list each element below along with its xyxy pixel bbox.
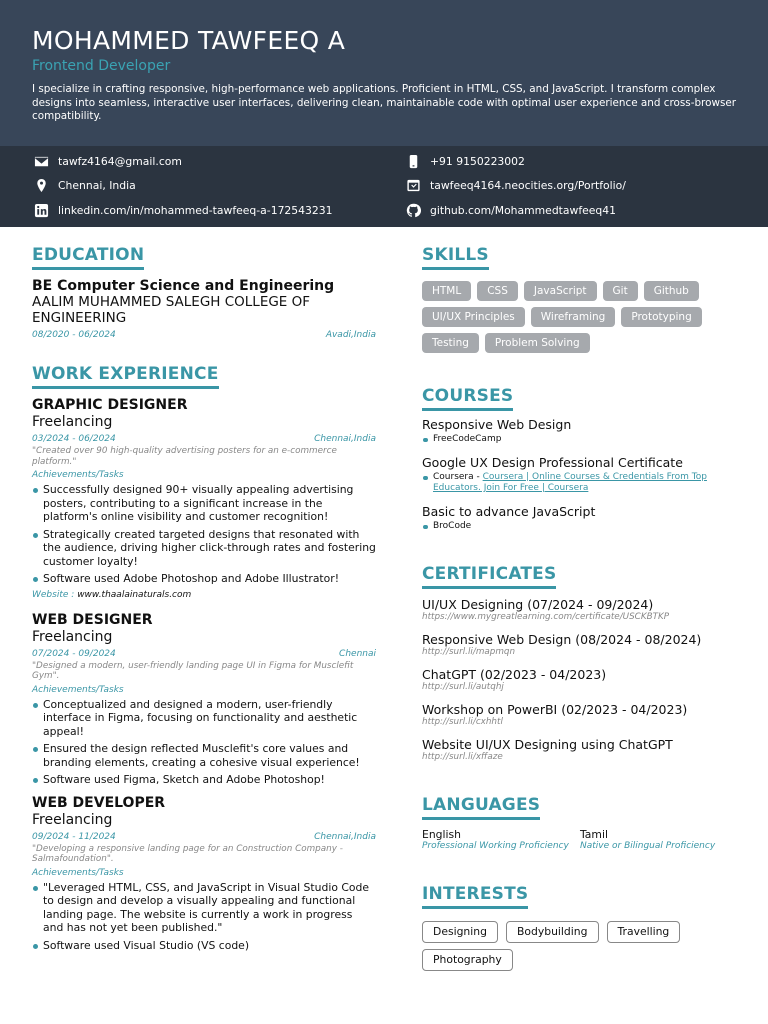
course-title: Google UX Design Professional Certificate — [422, 455, 683, 470]
job-bullets — [32, 698, 376, 787]
job-meta — [32, 832, 376, 842]
job-bullet: Software used Figma, Sketch and Adobe Photoshop! — [32, 773, 376, 787]
job-bullet: Successfully designed 90+ visually appealing advertising posters, contributing to a significant increase in the platform's online visibility and customer recognition! — [32, 483, 376, 524]
job-bullet: "Leveraged HTML, CSS, and JavaScript in Visual Studio Code to design and develop a visually appealing and functional landing page. The website is currently a work in progress and has not yet been published." — [32, 881, 376, 935]
certificate-item — [422, 597, 738, 623]
achievements-label: Achievements/Tasks — [32, 470, 124, 480]
portfolio-link-icon — [406, 178, 421, 193]
edu-place: Avadi,India — [325, 330, 376, 340]
course-item — [422, 417, 738, 445]
job-dates: 09/2024 - 11/2024 — [32, 831, 116, 842]
edu-meta — [32, 330, 376, 340]
job-place: Chennai,India — [314, 831, 376, 842]
interest-chip: Designing — [422, 921, 498, 943]
interests-list — [422, 921, 722, 971]
left-column — [32, 227, 376, 956]
certificate-title: Responsive Web Design (08/2024 - 08/2024) — [422, 632, 702, 647]
course-provider: BroCode — [422, 521, 738, 532]
certificate-title: Workshop on PowerBI (02/2023 - 04/2023) — [422, 702, 688, 717]
job-description: "Designed a modern, user-friendly landing page UI in Figma for Musclefit Gym". — [32, 660, 354, 681]
skill-chip: Prototyping — [621, 307, 701, 327]
certificates-heading: CERTIFICATES — [422, 564, 556, 589]
certificate-url[interactable]: http://surl.li/autqhj — [422, 682, 504, 692]
job-entry — [32, 397, 376, 600]
language-item — [580, 828, 738, 852]
achievements-label: Achievements/Tasks — [32, 867, 124, 878]
job-company: Freelancing — [32, 811, 113, 828]
course-item — [422, 455, 738, 494]
website-url[interactable]: www.thaalainaturals.com — [77, 589, 192, 600]
job-website[interactable] — [32, 590, 376, 600]
languages-list — [422, 828, 738, 852]
job-title: WEB DESIGNER — [32, 611, 153, 628]
certificate-url[interactable]: http://surl.li/mapmqn — [422, 647, 516, 657]
skill-chip: Git — [603, 281, 638, 301]
courses-heading: COURSES — [422, 386, 513, 411]
job-bullet: Strategically created targeted designs that resonated with the audience, driving higher click-through rates and fostering customer loyalty! — [32, 528, 376, 569]
course-provider: FreeCodeCamp — [422, 434, 738, 445]
skill-chip: JavaScript — [524, 281, 597, 301]
skill-chip: UI/UX Principles — [422, 307, 525, 327]
language-item — [422, 828, 580, 852]
certificate-url[interactable]: http://surl.li/xffaze — [422, 752, 503, 762]
github-text: github.com/Mohammedtawfeeq41 — [430, 204, 617, 217]
contact-linkedin[interactable] — [34, 203, 333, 218]
languages-heading: LANGUAGES — [422, 795, 540, 820]
certificate-title: UI/UX Designing (07/2024 - 09/2024) — [422, 597, 654, 612]
certificates-section — [422, 564, 738, 763]
language-level: Native or Bilingual Proficiency — [580, 841, 716, 851]
job-description: "Developing a responsive landing page for an Construction Company - Salmafoundation". — [32, 843, 343, 864]
location-text: Chennai, India — [58, 179, 136, 192]
skills-heading: SKILLS — [422, 245, 489, 270]
github-icon — [406, 203, 421, 218]
contact-portfolio[interactable] — [406, 178, 626, 193]
email-text: tawfz4164@gmail.com — [58, 155, 182, 168]
contact-email[interactable] — [34, 154, 182, 169]
job-bullets — [32, 483, 376, 586]
course-item — [422, 504, 738, 532]
edu-dates: 08/2020 - 06/2024 — [32, 330, 116, 340]
job-bullet: Software used Visual Studio (VS code) — [32, 939, 376, 953]
certificate-url[interactable]: http://surl.li/cxhhtl — [422, 717, 503, 727]
skill-chip: HTML — [422, 281, 471, 301]
job-bullet: Software used Adobe Photoshop and Adobe Illustrator! — [32, 572, 376, 586]
job-entry — [32, 795, 376, 953]
education-heading: EDUCATION — [32, 245, 144, 270]
phone-text: +91 9150223002 — [430, 155, 525, 168]
right-column — [422, 227, 738, 971]
skill-chip: CSS — [477, 281, 518, 301]
courses-section — [422, 386, 738, 532]
job-entry — [32, 612, 376, 787]
job-dates: 07/2024 - 09/2024 — [32, 648, 116, 659]
profile-summary: I specialize in crafting responsive, high-performance web applications. Proficient in HTML, CSS, and JavaScript. I transform complex designs into seamless, interactive user interfaces, delivering clean, maintainable code with optimal user experience and cross-browser compatibility. — [32, 83, 737, 122]
job-title: WEB DEVELOPER — [32, 794, 166, 811]
course-provider-prefix: Coursera - — [433, 472, 483, 482]
skill-chip: Testing — [422, 333, 479, 353]
contact-github[interactable] — [406, 203, 616, 218]
edu-school: AALIM MUHAMMED SALEGH COLLEGE OF ENGINEERING — [32, 294, 311, 326]
envelope-icon — [34, 154, 49, 169]
job-place: Chennai — [339, 648, 376, 659]
course-title: Basic to advance JavaScript — [422, 504, 596, 519]
job-dates: 03/2024 - 06/2024 — [32, 434, 116, 444]
interest-chip: Bodybuilding — [506, 921, 599, 943]
certificate-item — [422, 667, 738, 693]
candidate-role: Frontend Developer — [32, 58, 171, 74]
certificate-item — [422, 632, 738, 658]
certificate-item — [422, 702, 738, 728]
skills-list — [422, 281, 722, 353]
job-title: GRAPHIC DESIGNER — [32, 397, 188, 413]
linkedin-icon — [34, 203, 49, 218]
contact-location — [34, 178, 136, 193]
job-bullet: Ensured the design reflected Musclefit's core values and branding elements, creating a cohesive visual experience! — [32, 742, 376, 769]
contact-bar — [0, 146, 768, 227]
job-description: "Created over 90 high-quality advertising posters for an e-commerce platform." — [32, 446, 337, 467]
certificate-item — [422, 737, 738, 763]
website-label: Website : — [32, 589, 75, 600]
skills-section — [422, 245, 738, 353]
resume-header — [0, 0, 768, 146]
job-meta — [32, 434, 376, 444]
interest-chip: Photography — [422, 949, 513, 971]
job-company: Freelancing — [32, 628, 113, 645]
job-place: Chennai,India — [314, 434, 376, 444]
certificate-url[interactable]: https://www.mygreatlearning.com/certificate/USCKBTKP — [422, 612, 670, 622]
certificate-title: ChatGPT (02/2023 - 04/2023) — [422, 667, 607, 682]
portfolio-text: tawfeeq4164.neocities.org/Portfolio/ — [430, 179, 626, 192]
interest-chip: Travelling — [607, 921, 681, 943]
linkedin-text: linkedin.com/in/mohammed-tawfeeq-a-172543231 — [58, 204, 333, 217]
edu-degree: BE Computer Science and Engineering — [32, 278, 335, 294]
job-bullet: Conceptualized and designed a modern, user-friendly interface in Figma, focusing on functionality and aesthetic appeal! — [32, 698, 376, 739]
languages-section — [422, 795, 738, 852]
skill-chip: Wireframing — [531, 307, 616, 327]
job-meta — [32, 649, 376, 659]
education-section — [32, 245, 376, 340]
interests-heading: INTERESTS — [422, 884, 528, 909]
candidate-name: MOHAMMED TAWFEEQ A — [32, 26, 346, 55]
contact-phone[interactable] — [406, 154, 525, 169]
skill-chip: Problem Solving — [485, 333, 590, 353]
language-name: English — [422, 828, 461, 841]
phone-icon — [406, 154, 421, 169]
course-provider — [422, 472, 738, 494]
language-name: Tamil — [580, 828, 608, 841]
job-bullets — [32, 881, 376, 953]
location-pin-icon — [34, 178, 49, 193]
course-title: Responsive Web Design — [422, 417, 572, 432]
certificate-title: Website UI/UX Designing using ChatGPT — [422, 737, 673, 752]
course-link[interactable]: Coursera | Online Courses & Credentials From Top Educators. Join For Free | Coursera — [433, 472, 707, 493]
language-level: Professional Working Proficiency — [422, 841, 569, 851]
work-section — [32, 364, 376, 952]
achievements-label: Achievements/Tasks — [32, 684, 124, 695]
job-company: Freelancing — [32, 414, 113, 430]
interests-section — [422, 884, 738, 971]
skill-chip: Github — [644, 281, 699, 301]
work-heading: WORK EXPERIENCE — [32, 364, 219, 389]
